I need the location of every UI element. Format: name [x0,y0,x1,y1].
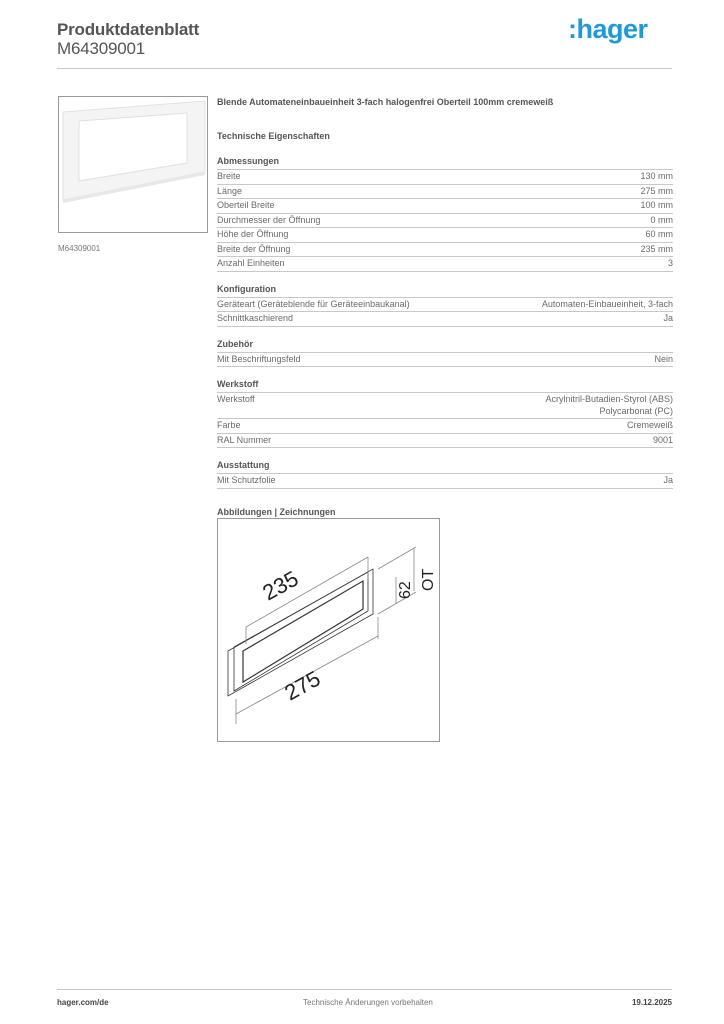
spec-row [217,312,673,327]
section-title: Ausstattung [217,460,673,474]
frame-image-icon [59,97,207,232]
footer-website-link[interactable]: hager.com/de [57,998,109,1007]
section-title: Zubehör [217,339,673,353]
svg-text:235: 235 [258,565,303,606]
svg-text:62: 62 [397,581,414,599]
spec-row [217,199,673,214]
spec-row [217,185,673,200]
spec-value: 130 mm [640,171,673,181]
spec-row [217,214,673,229]
spec-value: 3 [667,258,673,268]
header-divider [57,68,672,69]
spec-row [217,393,673,419]
header-title: Produktdatenblatt [57,20,200,39]
section-title: Abmessungen [217,156,673,170]
drawings-heading: Abbildungen | Zeichnungen [217,506,336,517]
spec-label: Höhe der Öffnung [217,229,289,239]
spec-label: Oberteil Breite [217,200,275,210]
spec-row [217,257,673,272]
product-code: M64309001 [57,39,145,58]
spec-label: Breite der Öffnung [217,243,291,254]
spec-label: RAL Nummer [217,434,272,445]
spec-label: Schnittkaschierend [217,313,294,323]
section-title: Werkstoff [217,379,673,393]
spec-value: 100 mm [640,200,673,210]
spec-label: Mit Beschriftungsfeld [217,353,301,364]
tech-heading: Technische Eigenschaften [217,131,330,141]
spec-value: 0 mm [650,214,673,225]
spec-value: 235 mm [640,243,673,254]
spec-value: Nein [654,353,673,364]
spec-row [217,353,673,368]
spec-label: Anzahl Einheiten [217,258,285,268]
section-werkstoff [217,379,673,448]
thumbnail-caption: M64309001 [58,244,101,253]
spec-value-line: Acrylnitril-Butadien-Styrol (ABS) [545,394,673,404]
footer-disclaimer: Technische Änderungen vorbehalten [303,998,433,1007]
svg-text:275: 275 [280,665,325,706]
section-title: Konfiguration [217,284,673,298]
spec-row [217,434,673,449]
technical-drawing [217,518,440,742]
spec-label: Breite [217,171,241,181]
section-konfiguration [217,284,673,327]
spec-row [217,170,673,185]
footer-date: 19.12.2025 [631,998,672,1007]
spec-row [217,243,673,258]
spec-label: Mit Schutzfolie [217,475,276,485]
spec-row [217,298,673,313]
hager-logo: :hager [568,14,648,44]
spec-row [217,419,673,434]
dimension-drawing-icon [218,519,439,741]
spec-value: 275 mm [640,185,673,196]
spec-label: Geräteart (Geräteblende für Geräteeinbaukanal) [217,298,410,309]
spec-value: Ja [663,313,673,323]
spec-value: Automaten-Einbaueinheit, 3-fach [541,298,673,309]
spec-value: Ja [663,475,673,485]
spec-value: Cremeweiß [626,420,673,430]
spec-value: 9001 [652,434,673,445]
section-abmessungen [217,156,673,272]
spec-label: Werkstoff [217,394,255,404]
spec-value: 60 mm [645,229,673,239]
product-title: Blende Automateneinbaueinheit 3-fach halogenfrei Oberteil 100mm cremeweiß [217,97,554,107]
spec-label: Farbe [217,420,241,430]
spec-value [545,394,673,417]
spec-label: Durchmesser der Öffnung [217,214,321,225]
spec-row [217,474,673,489]
svg-text:OT: OT [420,568,437,591]
footer-divider [57,989,672,990]
section-zubehoer [217,339,673,368]
section-ausstattung [217,460,673,489]
spec-label: Länge [217,185,243,196]
spec-row [217,228,673,243]
product-thumbnail [58,96,208,233]
main-content [217,96,673,517]
spec-value-line: Polycarbonat (PC) [599,405,673,416]
